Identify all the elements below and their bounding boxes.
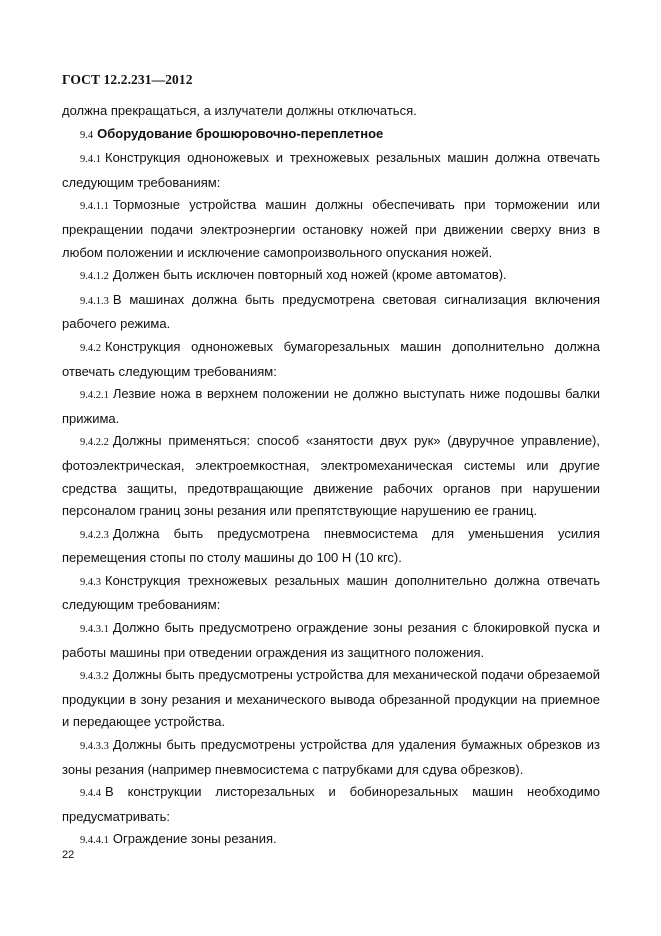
clause-number: 9.4.3 [80,576,101,588]
clause-number: 9.4.3.3 [80,741,109,753]
section-heading [62,123,600,148]
paragraph [62,289,600,336]
clause-number: 9.4.2.3 [80,529,109,541]
paragraph-text: Должен быть исключен повторный ход ножей (кроме автоматов). [112,267,507,283]
clause-number: 9.4.4 [80,788,101,800]
clause-number: 9.4.1 [80,154,101,166]
section-title: Оборудование брошюровочно-переплетное [97,125,384,141]
paragraph [62,781,600,828]
paragraph-text: Конструкция одноножевых и трехножевых резальных машин должна отвечать следующим требованиям: [62,150,600,190]
paragraph [62,147,600,194]
clause-number: 9.4.1.1 [80,201,109,213]
paragraph [62,570,600,617]
paragraph [62,336,600,383]
paragraph-text: Должны быть предусмотрены устройства для удаления бумажных обрезков из зоны резания (например пневмосистема с патрубками для сдува обрезков). [62,737,600,777]
page-number: 22 [62,849,75,861]
paragraph-text: Тормозные устройства машин должны обеспечивать при торможении или прекращении подачи электроэнергии остановку ножей при движении сверху вниз в любом положении и исключение самопроизвольного опускания ножей. [62,197,600,260]
paragraph-text: Должно быть предусмотрено ограждение зоны резания с блокировкой пуска и работы машины при отведении ограждения из защитного положения. [62,620,600,660]
paragraph-text: В конструкции листорезальных и бобинорезальных машин необходимо предусматривать: [62,784,600,824]
paragraph [62,264,600,289]
paragraph-text: Конструкция трехножевых резальных машин дополнительно должна отвечать следующим требованиям: [62,572,600,613]
clause-number: 9.4.1.3 [80,295,109,307]
clause-number: 9.4.2.1 [80,390,109,402]
paragraph-text: должна прекращаться, а излучатели должны отключаться. [62,103,417,118]
clause-number: 9.4.1.2 [80,271,109,283]
paragraph [62,617,600,664]
paragraph [62,100,600,123]
clause-number: 9.4.3.1 [80,624,109,636]
clause-number: 9.4 [80,129,94,141]
paragraph-text: Должны применяться: способ «занятости двух рук» (двуручное управление), фотоэлектрическая, электроемкостная, электромеханическая системы или другие средства защиты, предотвращающие движение рабочих органов при нарушении персоналом границ зоны резания или препятствующие нарушению ее границ. [62,433,600,519]
clause-number: 9.4.2 [80,342,101,354]
paragraph [62,523,600,570]
paragraph-text: Конструкция одноножевых бумагорезальных машин дополнительно должна отвечать следующим требованиям: [62,338,600,379]
paragraph-text: Должны быть предусмотрены устройства для механической подачи обрезаемой продукции в зону резания и механического вывода обрезанной продукции на приемное и передающее устройства. [62,667,601,730]
document-header: ГОСТ 12.2.231—2012 [62,72,193,87]
paragraph [62,734,600,781]
clause-number: 9.4.3.2 [80,671,109,683]
paragraph [62,383,600,430]
paragraph [62,664,600,734]
paragraph-text: Лезвие ножа в верхнем положении не должно выступать ниже подошвы балки прижима. [62,386,600,426]
clause-number: 9.4.4.1 [80,835,109,847]
paragraph-text: Ограждение зоны резания. [112,831,277,847]
paragraph [62,828,600,853]
paragraph [62,430,600,522]
paragraph-text: Должна быть предусмотрена пневмосистема для уменьшения усилия перемещения стопы по столу машины до 100 Н (10 кгс). [62,525,600,566]
paragraph-text: В машинах должна быть предусмотрена световая сигнализация включения рабочего режима. [62,291,600,332]
paragraph [62,194,600,264]
clause-number: 9.4.2.2 [80,437,109,449]
document-body [62,100,600,853]
